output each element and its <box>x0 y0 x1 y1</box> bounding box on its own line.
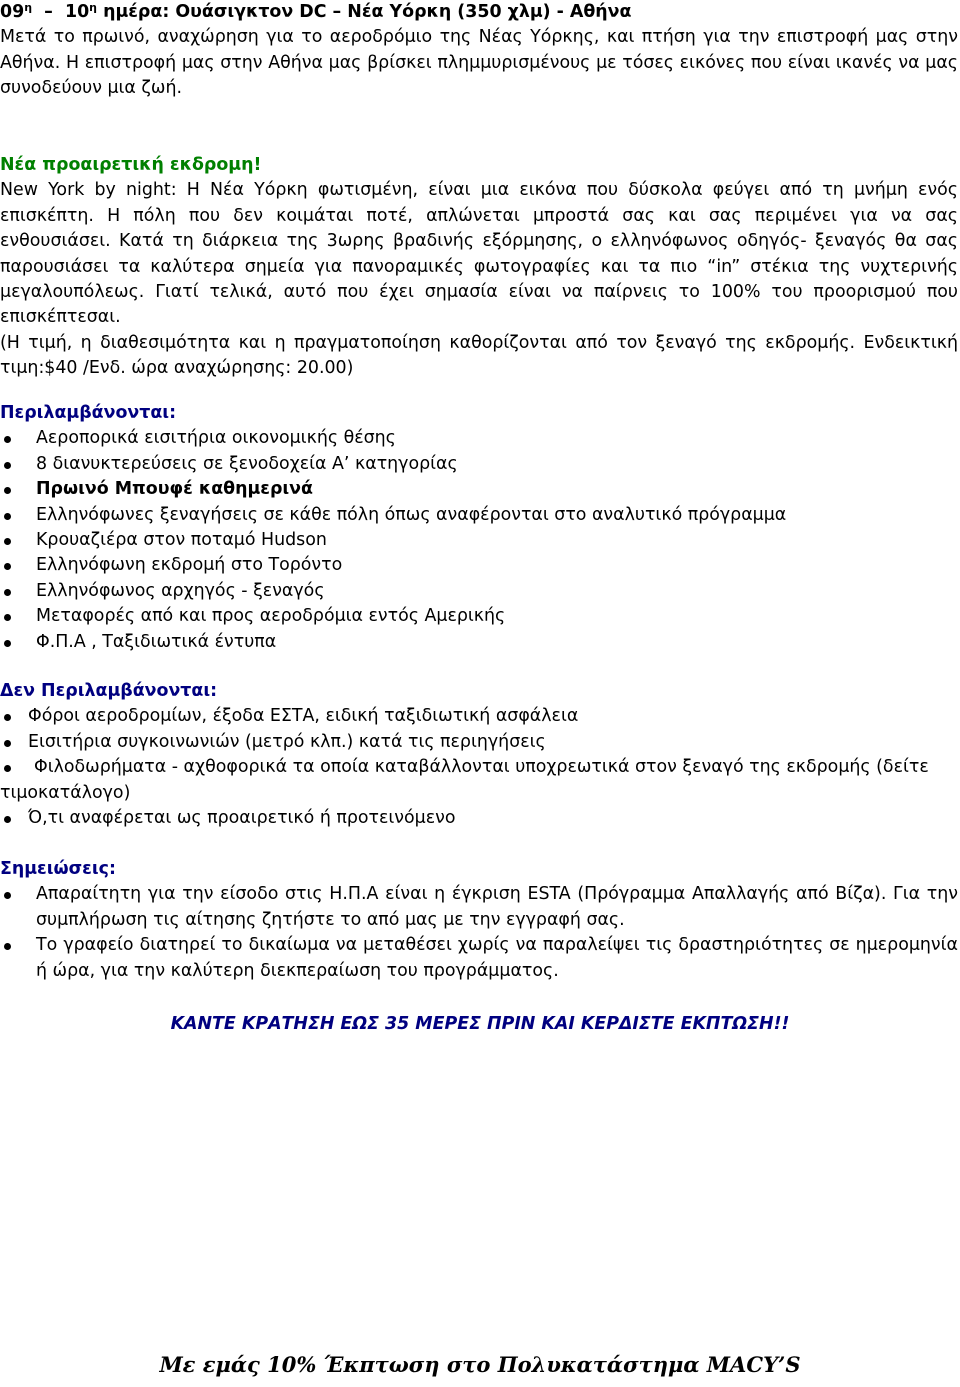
list-item: Ελληνόφωνη εκδρομή στο Τορόντο <box>0 553 958 578</box>
list-item: Το γραφείο διατηρεί το δικαίωμα να μεταθέσει χωρίς να παραλείψει τις δραστηριότητες σε ημερομηνία ή ώρα, για την καλύτερη διεκπεραίωση του προγράμματος. <box>0 933 958 984</box>
list-item: Ελληνόφωνες ξεναγήσεις σε κάθε πόλη όπως αναφέρονται στο αναλυτικό πρόγραμμα <box>0 503 958 528</box>
notes-heading: Σημειώσεις: <box>0 859 116 879</box>
day-num-start: 09 <box>0 2 25 22</box>
list-item: Απαραίτητη για την είσοδο στις Η.Π.Α είναι η έγκριση ESTA (Πρόγραμμα Απαλλαγής από Βίζα). Για την συμπλήρωση τις αίτησης ζητήστε το από μας με την εγγραφή σας. <box>0 882 958 933</box>
day-text: Μετά το πρωινό, αναχώρηση για το αεροδρόμιο της Νέας Υόρκης, και πτήση για την επιστροφή μας στην Αθήνα. Η επιστροφή μας στην Αθήνα μας βρίσκει πλημμυρισμένους με τόσες εικόνες που είναι ικανές να μας συνοδεύουν μια ζωή. <box>0 27 958 99</box>
optional-note: (Η τιμή, η διαθεσιμότητα και η πραγματοποίηση καθορίζονται από τον ξεναγό της εκδρομής. Ενδεικτική τιμη:$40 /Ενδ. ώρα αναχώρησης: 20.00) <box>0 332 958 379</box>
day-sup-start: η <box>24 1 33 14</box>
list-item: Φ.Π.Α , Ταξιδιωτικά έντυπα <box>0 630 958 655</box>
list-item: Φιλοδωρήματα - αχθοφορικά τα οποία καταβάλλονται υποχρεωτικά στον ξεναγό της εκδρομής (δείτε τιμοκατάλογο) <box>0 755 958 806</box>
list-item: Πρωινό Μπουφέ καθημερινά <box>0 477 958 502</box>
included-list <box>0 426 958 655</box>
not-included-list <box>0 704 958 831</box>
day-sup-end: η <box>89 1 98 14</box>
list-item: 8 διανυκτερεύσεις σε ξενοδοχεία Α’ κατηγορίας <box>0 452 958 477</box>
optional-heading: Νέα προαιρετική εκδρομη! <box>0 155 262 175</box>
included-section <box>0 401 958 655</box>
list-item: Ό,τι αναφέρεται ως προαιρετικό ή προτεινόμενο <box>0 806 958 831</box>
list-item: Αεροπορικά εισιτήρια οικονομικής θέσης <box>0 426 958 451</box>
notes-section <box>0 857 958 984</box>
day-section <box>0 0 958 102</box>
day-title: $09^\eta - 10^\eta$ ημέρα: Ουάσιγκτον DC – Νέα Υόρκη (350 χλμ) - Αθήνα <box>0 1 632 22</box>
list-item: Εισιτήρια συγκοινωνιών (μετρό κλπ.) κατά τις περιηγήσεις <box>0 730 958 755</box>
not-included-section <box>0 679 958 831</box>
list-item: Κρουαζιέρα στον ποταμό Hudson <box>0 528 958 553</box>
notes-list <box>0 882 958 984</box>
footer-promo: Με εμάς 10% Έκπτωση στο Πολυκατάστημα MACY’S <box>159 1352 801 1377</box>
list-item: Φόροι αεροδρομίων, έξοδα ΕΣΤΑ, ειδική ταξιδιωτική ασφάλεια <box>0 704 958 729</box>
booking-call-to-action: ΚΑΝΤΕ ΚΡΑΤΗΣΗ ΕΩΣ 35 ΜΕΡΕΣ ΠΡΙΝ ΚΑΙ ΚΕΡΔΙΣΤΕ ΕΚΠΤΩΣΗ!! <box>170 1014 790 1034</box>
day-num-end: 10 <box>64 2 90 22</box>
list-item: Μεταφορές από και προς αεροδρόμια εντός Αμερικής <box>0 604 958 629</box>
included-heading: Περιλαμβάνονται: <box>0 403 177 423</box>
optional-text: New York by night: Η Νέα Υόρκη φωτισμένη, είναι μια εικόνα που δύσκολα φεύγει από τη μνήμη ενός επισκέπτη. Η πόλη που δεν κοιμάται ποτέ, απλώνεται μπροστά σας και σας περιμένει για να σας ενθουσιάσει. Κατά τη διάρκεια της 3ωρης βραδινής εξόρμησης, ο ελληνόφωνος οδηγός- ξεναγός θα σας παρουσιάσει τα καλύτερα σημεία για πανοραμικές φωτογραφίες και τα πιο “in” στέκια της νυχτερινής μεγαλουπόλεως. Γιατί τελικά, αυτό που έχει σημασία είναι να παίρνεις το 100% του προορισμού που επισκέπτεσαι. <box>0 180 958 328</box>
day-title-rest: ημέρα: Ουάσιγκτον DC – Νέα Υόρκη (350 χλμ) - Αθήνα <box>103 2 632 22</box>
optional-section <box>0 153 958 382</box>
list-item: Ελληνόφωνος αρχηγός - ξεναγός <box>0 579 958 604</box>
not-included-heading: Δεν Περιλαμβάνονται: <box>0 681 218 701</box>
